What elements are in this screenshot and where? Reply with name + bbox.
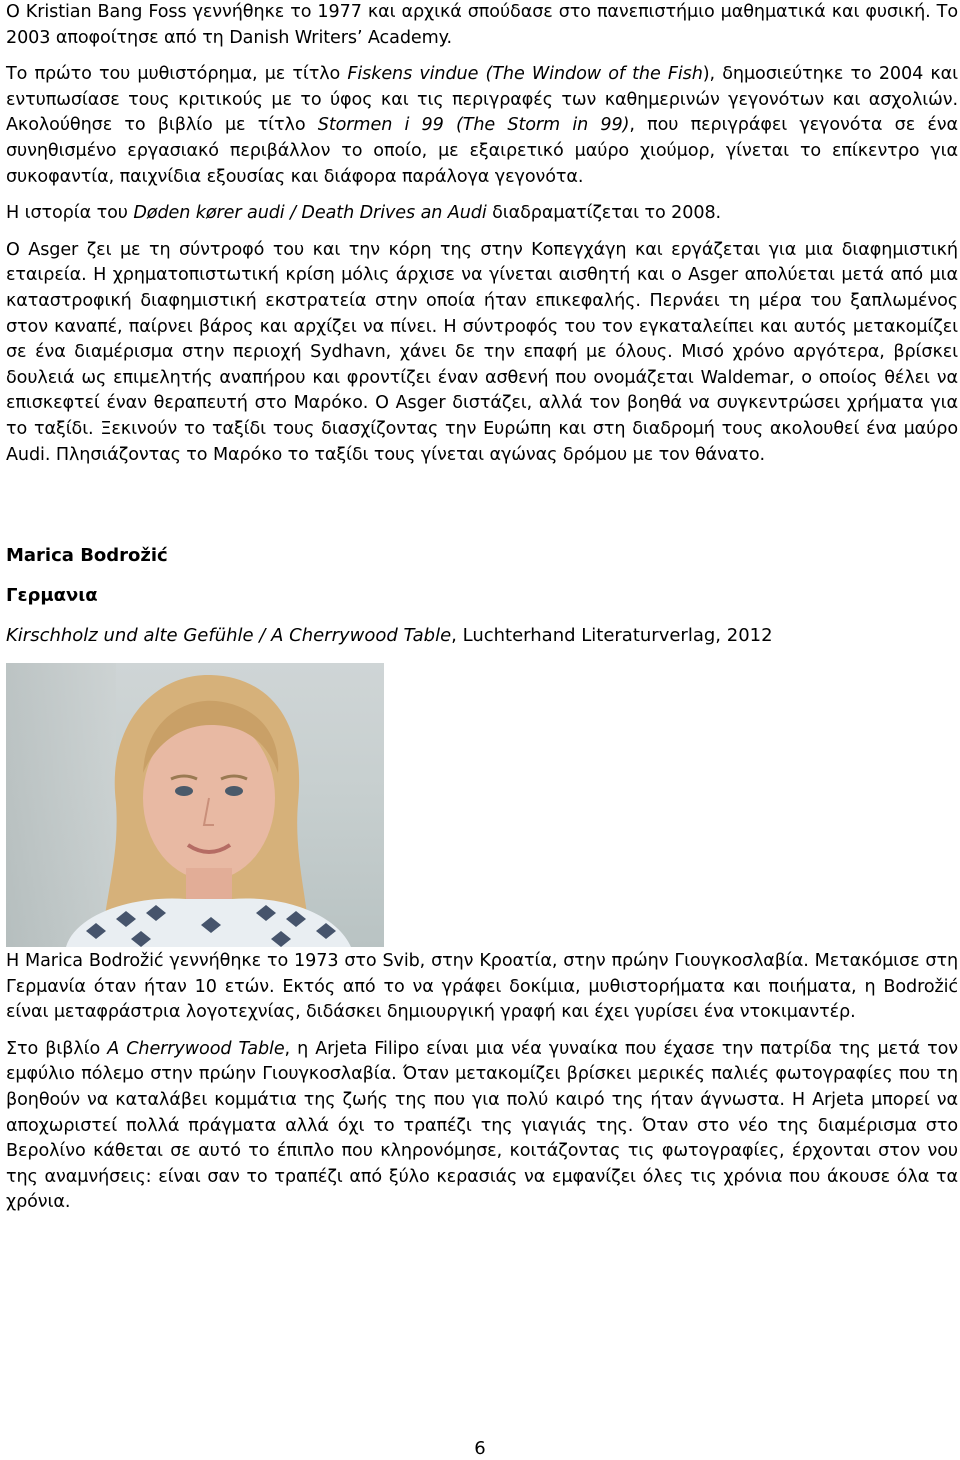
book-publisher: , Luchterhand Literaturverlag, 2012 [451, 625, 773, 647]
text-run: , η Arjeta Filipo είναι μια νέα γυναίκα που έχασε την πατρίδα της μετά τον εμφύλιο πόλεμο στην πρώην Γιουγκοσλαβία. Όταν μετακομίζει βρίσκει μερικές παλιές φωτογραφίες που τη βοηθούν να καταλάβει κομμάτια της ζωής της που για πολύ καιρό της ήταν άγνωστα. Η Arjeta μπορεί να αποχωριστεί πολλά πράγματα αλλά όχι το τραπέζι της γιαγιάς της. Όταν στο νέο της διαμέρισμα στο Βερολίνο κάθεται σε αυτό το έπιπλο που κληρονόμησε, κοιτάζοντας τις φωτογραφίες, έρχονται στον νου της αναμνήσεις: είναι σαν το τραπέζι από ξύλο κερασιάς να εμφανίζει όλες τις χρόνια που άκουσε όλα τα χρόνια. [6, 1038, 958, 1213]
paragraph-cherrywood-plot [6, 1037, 958, 1216]
paragraph-audi-plot: O Asger ζει με τη σύντροφό του και την κόρη της στην Κοπεγχάγη και εργάζεται για μια διαφημιστική εταιρεία. Η χρηματοπιστωτική κρίση μόλις άρχισε να γίνεται αισθητή και ο Asger απολύεται μετά από μια καταστροφική διαφημιστική εκστρατεία στην οποία ήταν επικεφαλής. Περνάει τη μέρα του ξαπλωμένος στον καναπέ, παίρνει βάρος και αρχίζει να πίνει. Η σύντροφός του τον εγκαταλείπει και αυτός μετακομίζει σε ένα διαμέρισμα στην περιοχή Sydhavn, χάνει δε την επαφή με όλους. Μισό χρόνο αργότερα, βρίσκει δουλειά ως επιμελητής αναπήρου και φροντίζει έναν ασθενή που ονομάζεται Waldemar, ο οποίος θέλει να επισκεφτεί έναν θεραπευτή στο Μαρόκο. O Asger διστάζει, αλλά τον βοηθά να συγκεντρώσει χρήματα για το ταξίδι. Ξεκινούν το ταξίδι τους διασχίζοντας την Ευρώπη και στη διαδρομή τους ακολουθεί ένα μαύρο Audi. Πλησιάζοντας το Μαρόκο το ταξίδι τους γίνεται αγώνας δρόμου με τον θάνατο. [6, 239, 958, 465]
paragraph-audi-intro [6, 201, 958, 227]
text-run: Στο βιβλίο [6, 1038, 108, 1059]
book-title-italic: Kirschholz und alte Gefühle / A Cherrywood Table [6, 625, 452, 647]
book-citation [6, 623, 958, 649]
paragraph-foss-works [6, 62, 958, 190]
page-number: 6 [474, 1438, 486, 1459]
text-run: ), δημοσιεύτηκε το 2004 και εντυπωσίασε τους κριτικούς με το ύφος και τις περιγραφές των καθημερινών γεγονότων και ασχολιών. Ακολούθησε το βιβλίο με τίτλο [6, 64, 958, 136]
text-run: Το πρώτο του μυθιστόρημα, με τίτλο [6, 64, 348, 85]
document-page [6, 0, 958, 1216]
text-run: Η ιστορία του [6, 203, 134, 224]
text-run: διαδραματίζεται το 2008. [486, 203, 722, 224]
paragraph-foss-bio: O Kristian Bang Foss γεννήθηκε το 1977 και αρχικά σπούδασε στο πανεπιστήμιο μαθηματικά και φυσική. Το 2003 αποφοίτησε από τη Danish Writers’ Academy. [6, 2, 958, 48]
book-title-italic: Døden kører audi / Death Drives an Audi [133, 203, 487, 224]
paragraph-bodrozic-bio: Η Marica Bodrožić γεννήθηκε το 1973 στο Svib, στην Κροατία, στην πρώην Γιουγκοσλαβία. Μετακόμισε στη Γερμανία όταν ήταν 10 ετών. Εκτός από το να γράφει δοκίμια, μυθιστορήματα και ποιήματα, η Bodrožić είναι μεταφράστρια λογοτεχνίας, διδάσκει δημιουργική γραφή και έχει γυρίσει ένα ντοκιμαντέρ. [6, 951, 958, 1023]
text-run: , που περιγράφει γεγονότα σε ένα συνηθισμένο εργασιακό περιβάλλον το οποίο, με εξαιρετικό μαύρο χιούμορ, γίνεται το επίκεντρο για συκοφαντία, παιχνίδια εξουσίας και διάφορα παράλογα γεγονότα. [6, 115, 959, 187]
portrait-illustration [6, 663, 384, 947]
author-photo [6, 663, 384, 947]
book-title-italic: Stormen i 99 (The Storm in 99) [317, 115, 630, 136]
book-title-italic: A Cherrywood Table [107, 1038, 285, 1059]
book-title-italic: Fiskens vindue (The Window of the Fish [347, 64, 703, 85]
author-country-heading: Γερμανια [6, 585, 98, 607]
author-name-heading: Marica Bodrožić [6, 545, 168, 567]
